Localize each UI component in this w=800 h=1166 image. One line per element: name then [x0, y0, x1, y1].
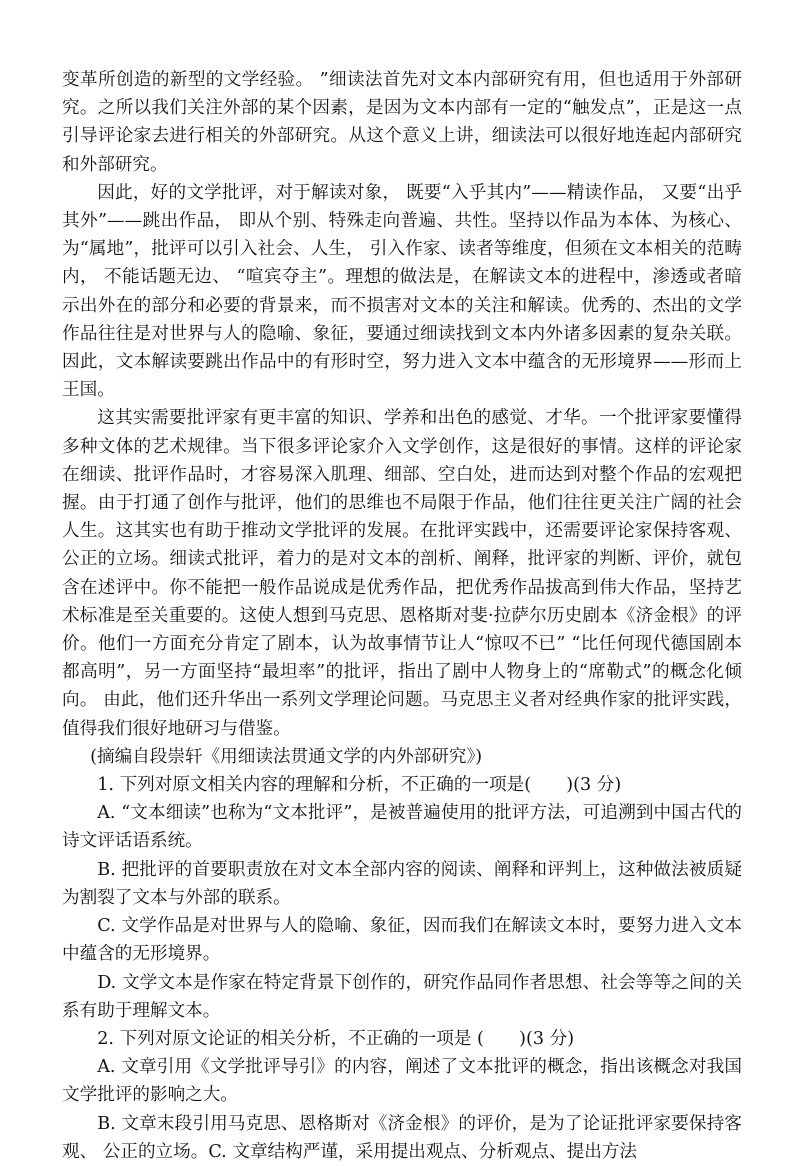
- question-1-option-b: B. 把批评的首要职责放在对文本全部内容的阅读、阐释和评判上，这种做法被质疑为割裂了文本与外部的联系。: [62, 859, 742, 908]
- paragraph-2: 因此，好的文学批评，对于解读对象， 既要“入乎其内”——精读作品， 又要“出乎其外”——跳出作品， 即从个别、特殊走向普遍、共性。坚持以作品为本体、为核心、为“属地”，批评可以引入社会、人生， 引入作家、读者等维度，但须在文本相关的范畴内， 不能话题无边、 “喧宾夺主”。理想的做法是，在解读文本的进程中，渗透或者暗示出外在的部分和必要的背景来，而不损害对文本的关注和解读。优秀的、杰出的文学作品往往是对世界与人的隐喻、象征，要通过细读找到文本内外诸多因素的复杂关联。因此，文本解读要跳出作品中的有形时空，努力进入文本中蕴含的无形境界——形而上王国。: [62, 182, 742, 401]
- question-2-stem: 2. 下列对原文论证的相关分析，不正确的一项是 ( )(3 分): [97, 1028, 575, 1049]
- question-2-option-b-c: B. 文章末段引用马克思、恩格斯对《济金根》的评价，是为了论证批评家要保持客观、 公正的立场。C. 文章结构严谨，采用提出观点、分析观点、提出方法: [62, 1113, 742, 1162]
- paragraph-1: 变革所创造的新型的文学经验。 ”细读法首先对文本内部研究有用，但也适用于外部研究。之所以我们关注外部的某个因素，是因为文本内部有一定的“触发点”，正是这一点引导评论家去进行相关的外部研究。从这个意义上讲，细读法可以很好地连起内部研究和外部研究。: [62, 70, 742, 175]
- paragraph-3: 这其实需要批评家有更丰富的知识、学养和出色的感觉、才华。一个批评家要懂得多种文体的艺术规律。当下很多评论家介入文学创作，这是很好的事情。这样的评论家在细读、批评作品时，才容易深入肌理、细部、空白处，进而达到对整个作品的宏观把握。由于打通了创作与批评，他们的思维也不局限于作品，他们往往更关注广阔的社会人生。这其实也有助于推动文学批评的发展。在批评实践中，还需要评论家保持客观、公正的立场。细读式批评，着力的是对文本的剖析、阐释，批评家的判断、评价，就包含在述评中。你不能把一般作品说成是优秀作品，把优秀作品拔高到伟大作品，坚持艺术标准是至关重要的。这使人想到马克思、恩格斯对斐·拉萨尔历史剧本《济金根》的评价。他们一方面充分肯定了剧本，认为故事情节让人“惊叹不已” “比任何现代德国剧本都高明”，另一方面坚持“最坦率”的批评，指出了剧中人物身上的“席勒式”的概念化倾向。 由此，他们还升华出一系列文学理论问题。马克思主义者对经典作家的批评实践，值得我们很好地研习与借鉴。: [62, 408, 742, 739]
- question-1-option-a: A. “文本细读”也称为“文本批评”，是被普遍使用的批评方法，可追溯到中国古代的诗文评话语系统。: [62, 803, 742, 852]
- question-1-option-d: D. 文学文本是作家在特定背景下创作的，研究作品同作者思想、社会等等之间的关系有助于理解文本。: [62, 972, 742, 1021]
- question-2-option-a: A. 文章引用《文学批评导引》的内容，阐述了文本批评的概念，指出该概念对我国文学批评的影响之大。: [62, 1057, 742, 1106]
- question-1-stem: 1. 下列对原文相关内容的理解和分析，不正确的一项是( )(3 分): [97, 775, 622, 796]
- question-1-option-c: C. 文学作品是对世界与人的隐喻、象征，因而我们在解读文本时，要努力进入文本中蕴含的无形境界。: [62, 916, 742, 965]
- source-citation: (摘编自段崇轩《用细读法贯通文学的内外部研究》): [90, 746, 483, 767]
